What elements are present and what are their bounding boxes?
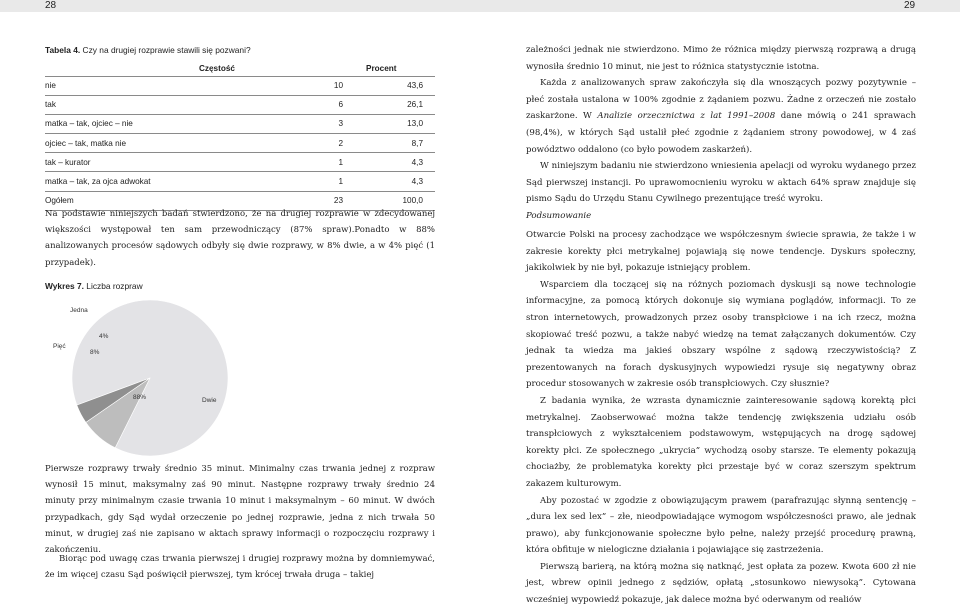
table-cell: 4,3 xyxy=(344,153,435,172)
data-table xyxy=(45,62,435,211)
pie-value-label: 4% xyxy=(99,333,109,340)
right-column-top xyxy=(526,42,916,208)
table-header-cell xyxy=(45,62,195,76)
table-cell: Ogółem xyxy=(45,191,195,210)
pie-value-label: 88% xyxy=(133,394,147,401)
table-row xyxy=(45,95,435,114)
table-cell: 13,0 xyxy=(344,114,435,133)
paragraph: Pierwszą barierą, na którą można się natknąć, jest opłata za pozew. Kwota 600 zł nie jest, wbrew opinii jednego z sędziów, opłatą „stosunkowo niewysoką”. Cytowana wcześniej wypowiedź pokazuje, jak dalece można być oderwanym od realiów xyxy=(526,561,916,606)
table-cell: 2 xyxy=(195,134,344,153)
table-caption-text: Czy na drugiej rozprawie stawili się pozwani? xyxy=(80,45,251,55)
table-header-frequency: Częstość xyxy=(199,64,235,74)
paragraph: zależności jednak nie stwierdzono. Mimo że różnica między pierwszą rozprawą a drugą wynosiła średnio 10 minut, nie jest to różnica statystycznie istotna. xyxy=(526,45,916,72)
pie-category-label: Jedna xyxy=(70,307,88,314)
page-number-left: 28 xyxy=(45,0,57,11)
chart-title-text: Liczba rozpraw xyxy=(83,281,143,291)
paragraph-czas-trwania: Pierwsze rozprawy trwały średnio 35 minut. Minimalny czas trwania jednej z rozpraw wynosił 15 minut, maksymalny zaś 90 minut. Następne rozprawy trwały średnio 24 minuty przy minimalnym czasie trwania 10 minut i maksymalnym – 60 minut. W dwóch przypadkach, gdy Sąd wydał orzeczenie po jednej rozprawie, jedna z nich trwała 50 minut, w drugiej zaś nie zapisano w aktach sprawy informacji o rozpoczęciu rozprawy i zakończeniu. xyxy=(45,464,435,556)
pie-category-label: Dwie xyxy=(202,397,217,404)
pie-chart xyxy=(45,296,435,456)
paragraph xyxy=(526,75,916,158)
right-column-summary xyxy=(526,227,916,609)
paragraph: Aby pozostać w zgodzie z obowiązującym prawem (parafrazując słynną sentencję – „dura lex sed lex” – złe, nieodpowiadające wymogom współczesności prawo, ale jednak prawo), aby funkcjonowanie społeczne było pełne, należy przejść procedurę prawną, która obfituje w nielogiczne działania i pojawiające się zastrzeżenia. xyxy=(526,495,916,556)
table-cell: tak – kurator xyxy=(45,153,195,172)
table-cell: matka – tak, ojciec – nie xyxy=(45,114,195,133)
paragraph-bioraz-pod-uwage: Biorąc pod uwagę czas trwania pierwszej i drugiej rozprawy można by domniemywać, że im więcej czasu Sąd poświęcił pierwszej, tym krócej trwała druga – takiej xyxy=(45,554,435,581)
table-cell: 8,7 xyxy=(344,134,435,153)
table-cell: nie xyxy=(45,76,195,95)
paragraph-italic-title: Analizie orzecznictwa z lat 1991–2008 xyxy=(591,111,776,122)
table-header-row xyxy=(45,62,435,76)
paragraph-text: Każda z analizowanych spraw zakończyła się dla wnoszących pozwy pozytywnie – płeć została ustalona w 100% zgodnie z żądaniem pozwu. Żadne z orzeczeń nie zostało zaskarżone. W xyxy=(526,78,916,122)
paragraph: Z badania wynika, że wzrasta dynamicznie zainteresowanie sądową korektą płci metrykalnej. Zaobserwować można także tendencję zwiększenia udziału osób transpłciowych z wykształceniem podstawowym, wstępujących na drogę sądowej korekty płci. Ze społecznego „ukrycia” wychodzą osoby starsze. Te elementy pokazują chociażby, że problematyka korekty płci przestaje być w coraz szerszym spektrum zakazem kulturowym. xyxy=(526,395,916,489)
table-header-percent: Procent xyxy=(366,64,397,74)
table-caption xyxy=(45,45,251,56)
table-cell: 1 xyxy=(195,172,344,191)
table-cell: 26,1 xyxy=(344,95,435,114)
table-cell: 43,6 xyxy=(344,76,435,95)
paragraph-text: dane mówią o 241 sprawach (98,4%), w których Sąd ustalił płeć zgodnie z żądaniem strony powodowej, w 4 zaś powództwo oddalono (co było powodem zaskarżeń). xyxy=(526,111,916,155)
table-cell: 3 xyxy=(195,114,344,133)
table-cell: 23 xyxy=(195,191,344,210)
table-caption-number: Tabela 4. xyxy=(45,45,81,55)
table-row xyxy=(45,172,435,191)
table-row xyxy=(45,114,435,133)
table-cell: 100,0 xyxy=(344,191,435,210)
chart-title-number: Wykres 7. xyxy=(45,281,84,291)
table-row xyxy=(45,76,435,95)
table-cell: 10 xyxy=(195,76,344,95)
table-cell: matka – tak, za ojca adwokat xyxy=(45,172,195,191)
paragraph: Otwarcie Polski na procesy zachodzące we współczesnym świecie sprawia, że także i w zakresie korekty płci metrykalnej pojawiają się nowe tendencje. Dyskurs społeczny, jakikolwiek by nie był, pokazuje istniejący problem. xyxy=(526,230,916,274)
table-cell: 4,3 xyxy=(344,172,435,191)
table-cell: 6 xyxy=(195,95,344,114)
pie-category-label: Pięć xyxy=(53,343,66,350)
chart-title xyxy=(45,281,143,292)
page-number-right: 29 xyxy=(904,0,916,11)
paragraph: Wsparciem dla toczącej się na różnych poziomach dyskusji są nowe technologie informacyjne, za pomocą których dokonuje się wymiana poglądów, informacji. To ze stron internetowych, prowadzonych przez osoby transpłciowe i na ich rzecz, można skopiować treść pozwu, a także nabyć wiedzę na temat załączanych dokumentów. Czy jednak ta wiedza ma jakieś obszary wspólne z sądową rzeczywistością? Z prezentowanych na forach dyskusyjnych wypowiedzi rysuje się negatywny obraz procedur stosowanych w zakresie osób transpłciowych. Czy słusznie? xyxy=(526,279,916,390)
page-header-bar xyxy=(0,0,960,12)
table-cell: tak xyxy=(45,95,195,114)
table-cell: ojciec – tak, matka nie xyxy=(45,134,195,153)
paragraph-rozprawy: Na podstawie niniejszych badań stwierdzono, że na drugiej rozprawie w zdecydowanej większości występował ten sam przewodniczący (87% spraw).Ponadto w 88% analizowanych procesów sądowych odbyły się dwie rozprawy, w 8% dwie, a w 4% pięć (1 przypadek). xyxy=(45,209,435,268)
table-row xyxy=(45,134,435,153)
pie-value-label: 8% xyxy=(90,349,100,356)
table-row xyxy=(45,153,435,172)
section-heading-podsumowanie: Podsumowanie xyxy=(526,211,592,221)
paragraph: W niniejszym badaniu nie stwierdzono wniesienia apelacji od wyroku wydanego przez Sąd pierwszej instancji. Po uprawomocnieniu wyroku w aktach 64% spraw znajduje się pismo Sądu do Urzędu Stanu Cywilnego prezentujące treść wyroku. xyxy=(526,161,916,205)
table-cell: 1 xyxy=(195,153,344,172)
